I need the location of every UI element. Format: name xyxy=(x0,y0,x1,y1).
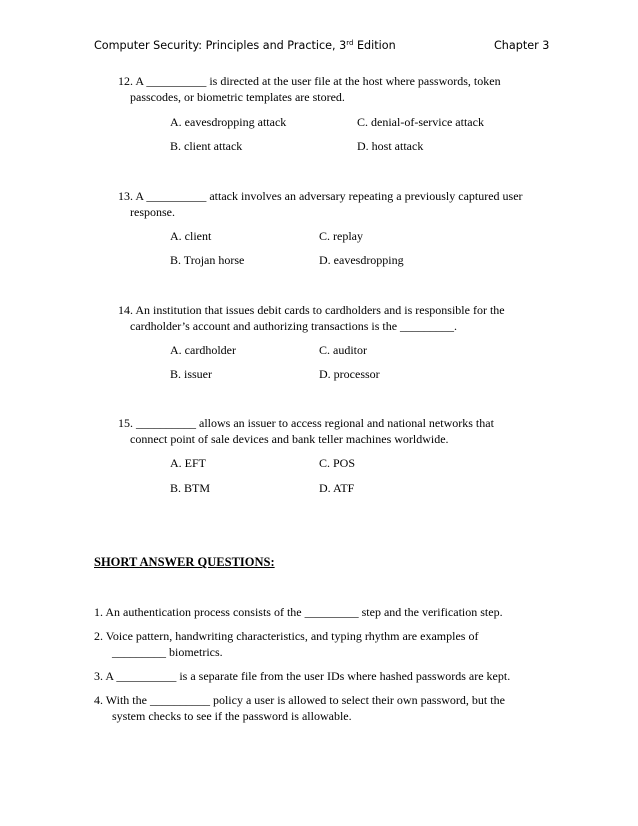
question-text-line1: 15. __________ allows an issuer to access regional and national networks that xyxy=(118,416,494,430)
option-a: A. eavesdropping attack xyxy=(170,115,287,129)
option-a: A. EFT xyxy=(170,456,206,470)
header-title: Computer Security: Principles and Practice, 3 xyxy=(94,39,347,52)
question-text-line2: connect point of sale devices and bank teller machines worldwide. xyxy=(130,432,449,446)
question-text-line2: passcodes, or biometric templates are stored. xyxy=(130,90,345,104)
option-d: D. ATF xyxy=(319,481,355,495)
option-a: A. client xyxy=(170,229,212,243)
question-text-line2: cardholder’s account and authorizing transactions is the _________. xyxy=(130,319,458,333)
option-b: B. BTM xyxy=(170,481,211,495)
option-b: B. client attack xyxy=(170,139,243,153)
short-answer-line1: 3. A __________ is a separate file from the user IDs where hashed passwords are kept. xyxy=(94,669,511,683)
option-c: C. replay xyxy=(319,229,363,243)
header-title-end: Edition xyxy=(353,39,396,52)
option-d: D. host attack xyxy=(357,139,424,153)
option-d: D. eavesdropping xyxy=(319,253,404,267)
question-text-line2: response. xyxy=(130,205,175,219)
short-answer-line1: 4. With the __________ policy a user is allowed to select their own password, but the xyxy=(94,693,505,707)
chapter-label: Chapter 3 xyxy=(494,39,550,52)
option-a: A. cardholder xyxy=(170,343,236,357)
short-answer-line2: _________ biometrics. xyxy=(112,645,223,659)
question-text-line1: 13. A __________ attack involves an adversary repeating a previously captured user xyxy=(118,189,523,203)
header-title-superscript: rd xyxy=(346,39,354,47)
question-text-line1: 12. A __________ is directed at the user file at the host where passwords, token xyxy=(118,74,501,88)
option-c: C. POS xyxy=(319,456,356,470)
short-answer-line2: system checks to see if the password is allowable. xyxy=(112,709,352,723)
section-title: SHORT ANSWER QUESTIONS: xyxy=(94,555,275,569)
short-answer-line1: 2. Voice pattern, handwriting characteristics, and typing rhythm are examples of xyxy=(94,629,479,643)
question-text-line1: 14. An institution that issues debit cards to cardholders and is responsible for the xyxy=(118,303,505,317)
option-d: D. processor xyxy=(319,367,380,381)
short-answer-line1: 1. An authentication process consists of the _________ step and the verification step. xyxy=(94,605,503,619)
option-c: C. denial-of-service attack xyxy=(357,115,484,129)
running-header xyxy=(94,40,396,51)
option-c: C. auditor xyxy=(319,343,367,357)
option-b: B. issuer xyxy=(170,367,212,381)
option-b: B. Trojan horse xyxy=(170,253,245,267)
